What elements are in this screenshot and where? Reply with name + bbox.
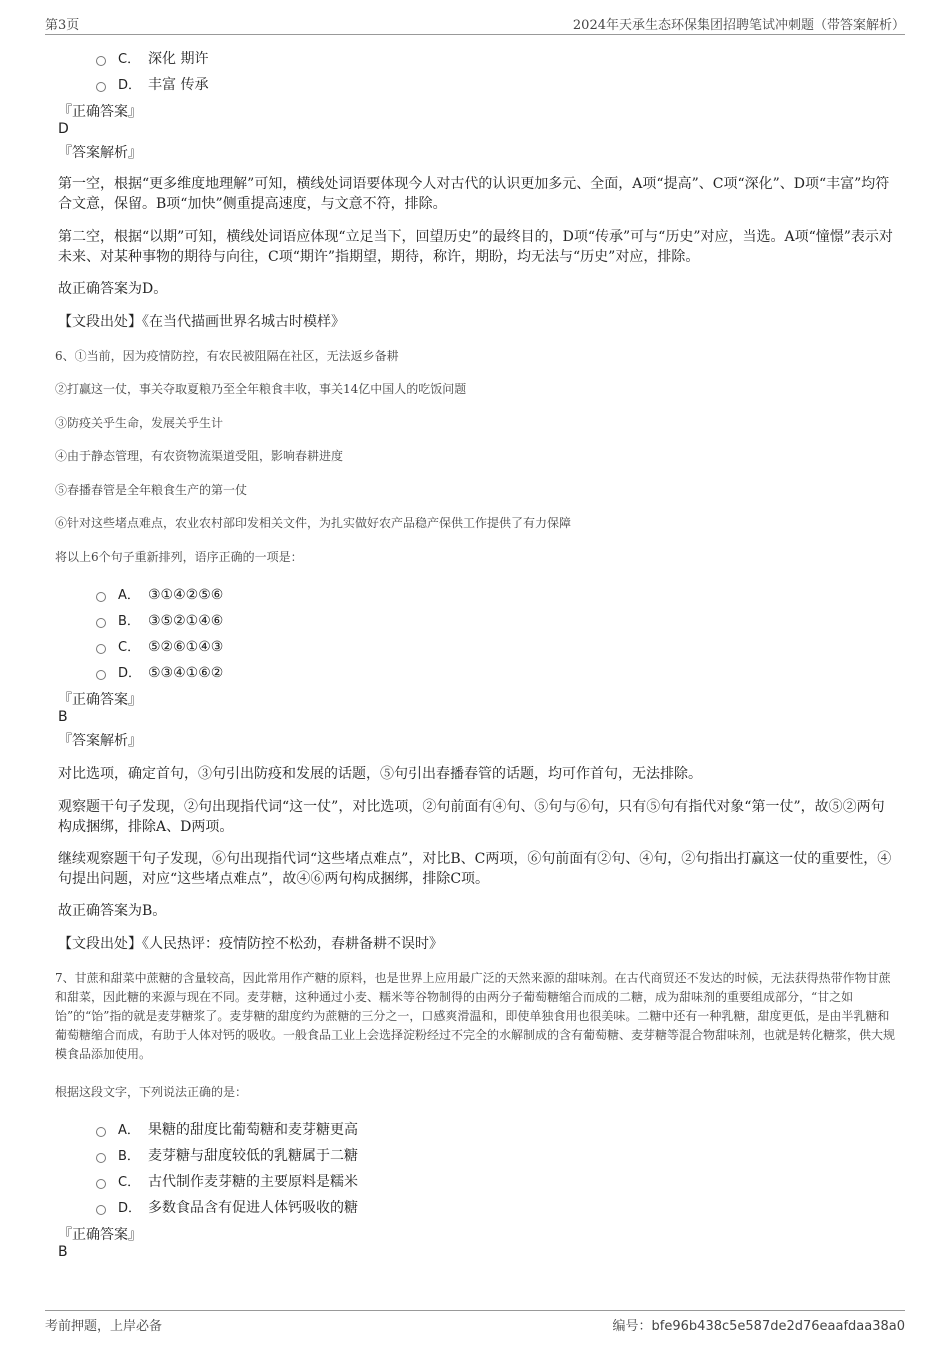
q6-option-c[interactable]: C． ⑤②⑥①④③ <box>96 636 223 655</box>
q5-analysis-para: 第二空，根据“以期”可知，横线处词语应体现“立足当下，回望历史”的最终目的，D项“传承”可与“历史”对应，当选。A项“憧憬”表示对未来、对某种事物的期待与向往，C项“期许”指期望，期待，称许，期盼，均无法与“历史”对应，排除。 <box>58 229 893 265</box>
radio-icon[interactable] <box>96 618 106 628</box>
q6-source: 【文段出处】《人民热评：疫情防控不松劲，春耕备耕不误时》 <box>58 936 443 952</box>
radio-icon[interactable] <box>96 644 106 654</box>
radio-icon[interactable] <box>96 56 106 66</box>
q7-answer: B <box>58 1244 68 1260</box>
radio-icon[interactable] <box>96 82 106 92</box>
q7-option-d[interactable]: D． 多数食品含有促进人体钙吸收的糖 <box>96 1197 358 1217</box>
document-title: 2024年天承生态环保集团招聘笔试冲刺题（带答案解析） <box>572 18 905 33</box>
q5-option-d[interactable]: D． 丰富 传承 <box>96 74 208 94</box>
q6-sentence: ②打赢这一仗，事关夺取夏粮乃至全年粮食丰收，事关14亿中国人的吃饭问题 <box>55 382 467 396</box>
q7-option-a[interactable]: A． 果糖的甜度比葡萄糖和麦芽糖更高 <box>96 1119 358 1139</box>
q5-answer: D <box>58 121 69 137</box>
q6-sentence: ④由于静态管理，有农资物流渠道受阻，影响春耕进度 <box>55 449 344 463</box>
radio-icon[interactable] <box>96 1127 106 1137</box>
q5-analysis-label: 『答案解析』 <box>58 145 142 161</box>
q7-question: 根据这段文字，下列说法正确的是： <box>55 1085 248 1099</box>
q6-answer: B <box>58 709 68 725</box>
q6-sentence: ⑥针对这些堵点难点，农业农村部印发相关文件，为扎实做好农产品稳产保供工作提供了有力保障 <box>55 516 572 530</box>
q6-analysis-para: 故正确答案为B。 <box>58 903 167 919</box>
q6-analysis-para: 观察题干句子发现，②句出现指代词“这一仗”，对比选项，②句前面有④句、⑤句与⑥句，只有⑤句有指代对象“第一仗”，故⑤②两句构成捆绑，排除A、D两项。 <box>58 799 885 835</box>
page-footer <box>45 1310 905 1336</box>
q6-analysis-label: 『答案解析』 <box>58 733 142 749</box>
q6-option-b[interactable]: B． ③⑤②①④⑥ <box>96 610 223 629</box>
radio-icon[interactable] <box>96 1205 106 1215</box>
page-header <box>45 14 905 35</box>
q7-answer-label: 『正确答案』 <box>58 1227 142 1243</box>
q6-sentence: ⑤春播春管是全年粮食生产的第一仗 <box>55 483 248 497</box>
q6-stem: 6、①当前，因为疫情防控，有农民被阻隔在社区，无法返乡备耕 <box>55 349 399 363</box>
radio-icon[interactable] <box>96 1153 106 1163</box>
q6-sentence: ③防疫关乎生命，发展关乎生计 <box>55 416 224 430</box>
q6-analysis-para: 继续观察题干句子发现，⑥句出现指代词“这些堵点难点”，对比B、C两项，⑥句前面有②句、④句，②句指出打赢这一仗的重要性，④句提出问题，对应“这些堵点难点”，故④⑥两句构成捆绑，排除C项。 <box>58 851 892 887</box>
document-code: 编号：bfe96b438c5e587de2d76eaafdaa38a0 <box>612 1319 905 1334</box>
q5-analysis-para: 故正确答案为D。 <box>58 281 168 297</box>
radio-icon[interactable] <box>96 592 106 602</box>
footer-slogan: 考前押题，上岸必备 <box>45 1319 163 1334</box>
q6-analysis-para: 对比选项，确定首句，③句引出防疫和发展的话题，⑤句引出春播春管的话题，均可作首句，无法排除。 <box>58 766 702 782</box>
radio-icon[interactable] <box>96 670 106 680</box>
q7-stem: 7、甘蔗和甜菜中蔗糖的含量较高，因此常用作产糖的原料，也是世界上应用最广泛的天然来源的甜味剂。在古代商贸还不发达的时候，无法获得热带作物甘蔗和甜菜，因此糖的来源与现在不同。麦芽糖，这种通过小麦、糯米等谷物制得的由两分子葡萄糖缩合而成的二糖，成为甜味剂的重要组成部分，“甘之如饴”的“饴”指的就是麦芽糖浆了。麦芽糖的甜度约为蔗糖的三分之一，口感爽滑温和，即使单独食用也很美味。二糖中还有一种乳糖，甜度更低，是由半乳糖和葡萄糖缩合而成，有助于人体对钙的吸收。一般食品工业上会选择淀粉经过不完全的水解制成的含有葡萄糖、麦芽糖等混合物甜味剂，也就是转化糖浆，供大规模食品添加使用。 <box>55 971 896 1061</box>
q5-option-c[interactable]: C． 深化 期许 <box>96 48 208 68</box>
q7-option-c[interactable]: C． 古代制作麦芽糖的主要原料是糯米 <box>96 1171 358 1191</box>
q6-question: 将以上6个句子重新排列，语序正确的一项是： <box>55 550 303 564</box>
q5-analysis-para: 第一空，根据“更多维度地理解”可知，横线处词语要体现今人对古代的认识更加多元、全面，A项“提高”、C项“深化”、D项“丰富”均符合文意，保留。B项“加快”侧重提高速度，与文意不符，排除。 <box>58 176 890 212</box>
q6-answer-label: 『正确答案』 <box>58 692 142 708</box>
q5-answer-label: 『正确答案』 <box>58 104 142 120</box>
q5-source: 【文段出处】《在当代描画世界名城古时模样》 <box>58 314 345 330</box>
q6-option-d[interactable]: D． ⑤③④①⑥② <box>96 662 223 681</box>
q7-option-b[interactable]: B． 麦芽糖与甜度较低的乳糖属于二糖 <box>96 1145 358 1165</box>
page-number: 第3页 <box>45 18 80 33</box>
q6-option-a[interactable]: A． ③①④②⑤⑥ <box>96 584 223 603</box>
radio-icon[interactable] <box>96 1179 106 1189</box>
